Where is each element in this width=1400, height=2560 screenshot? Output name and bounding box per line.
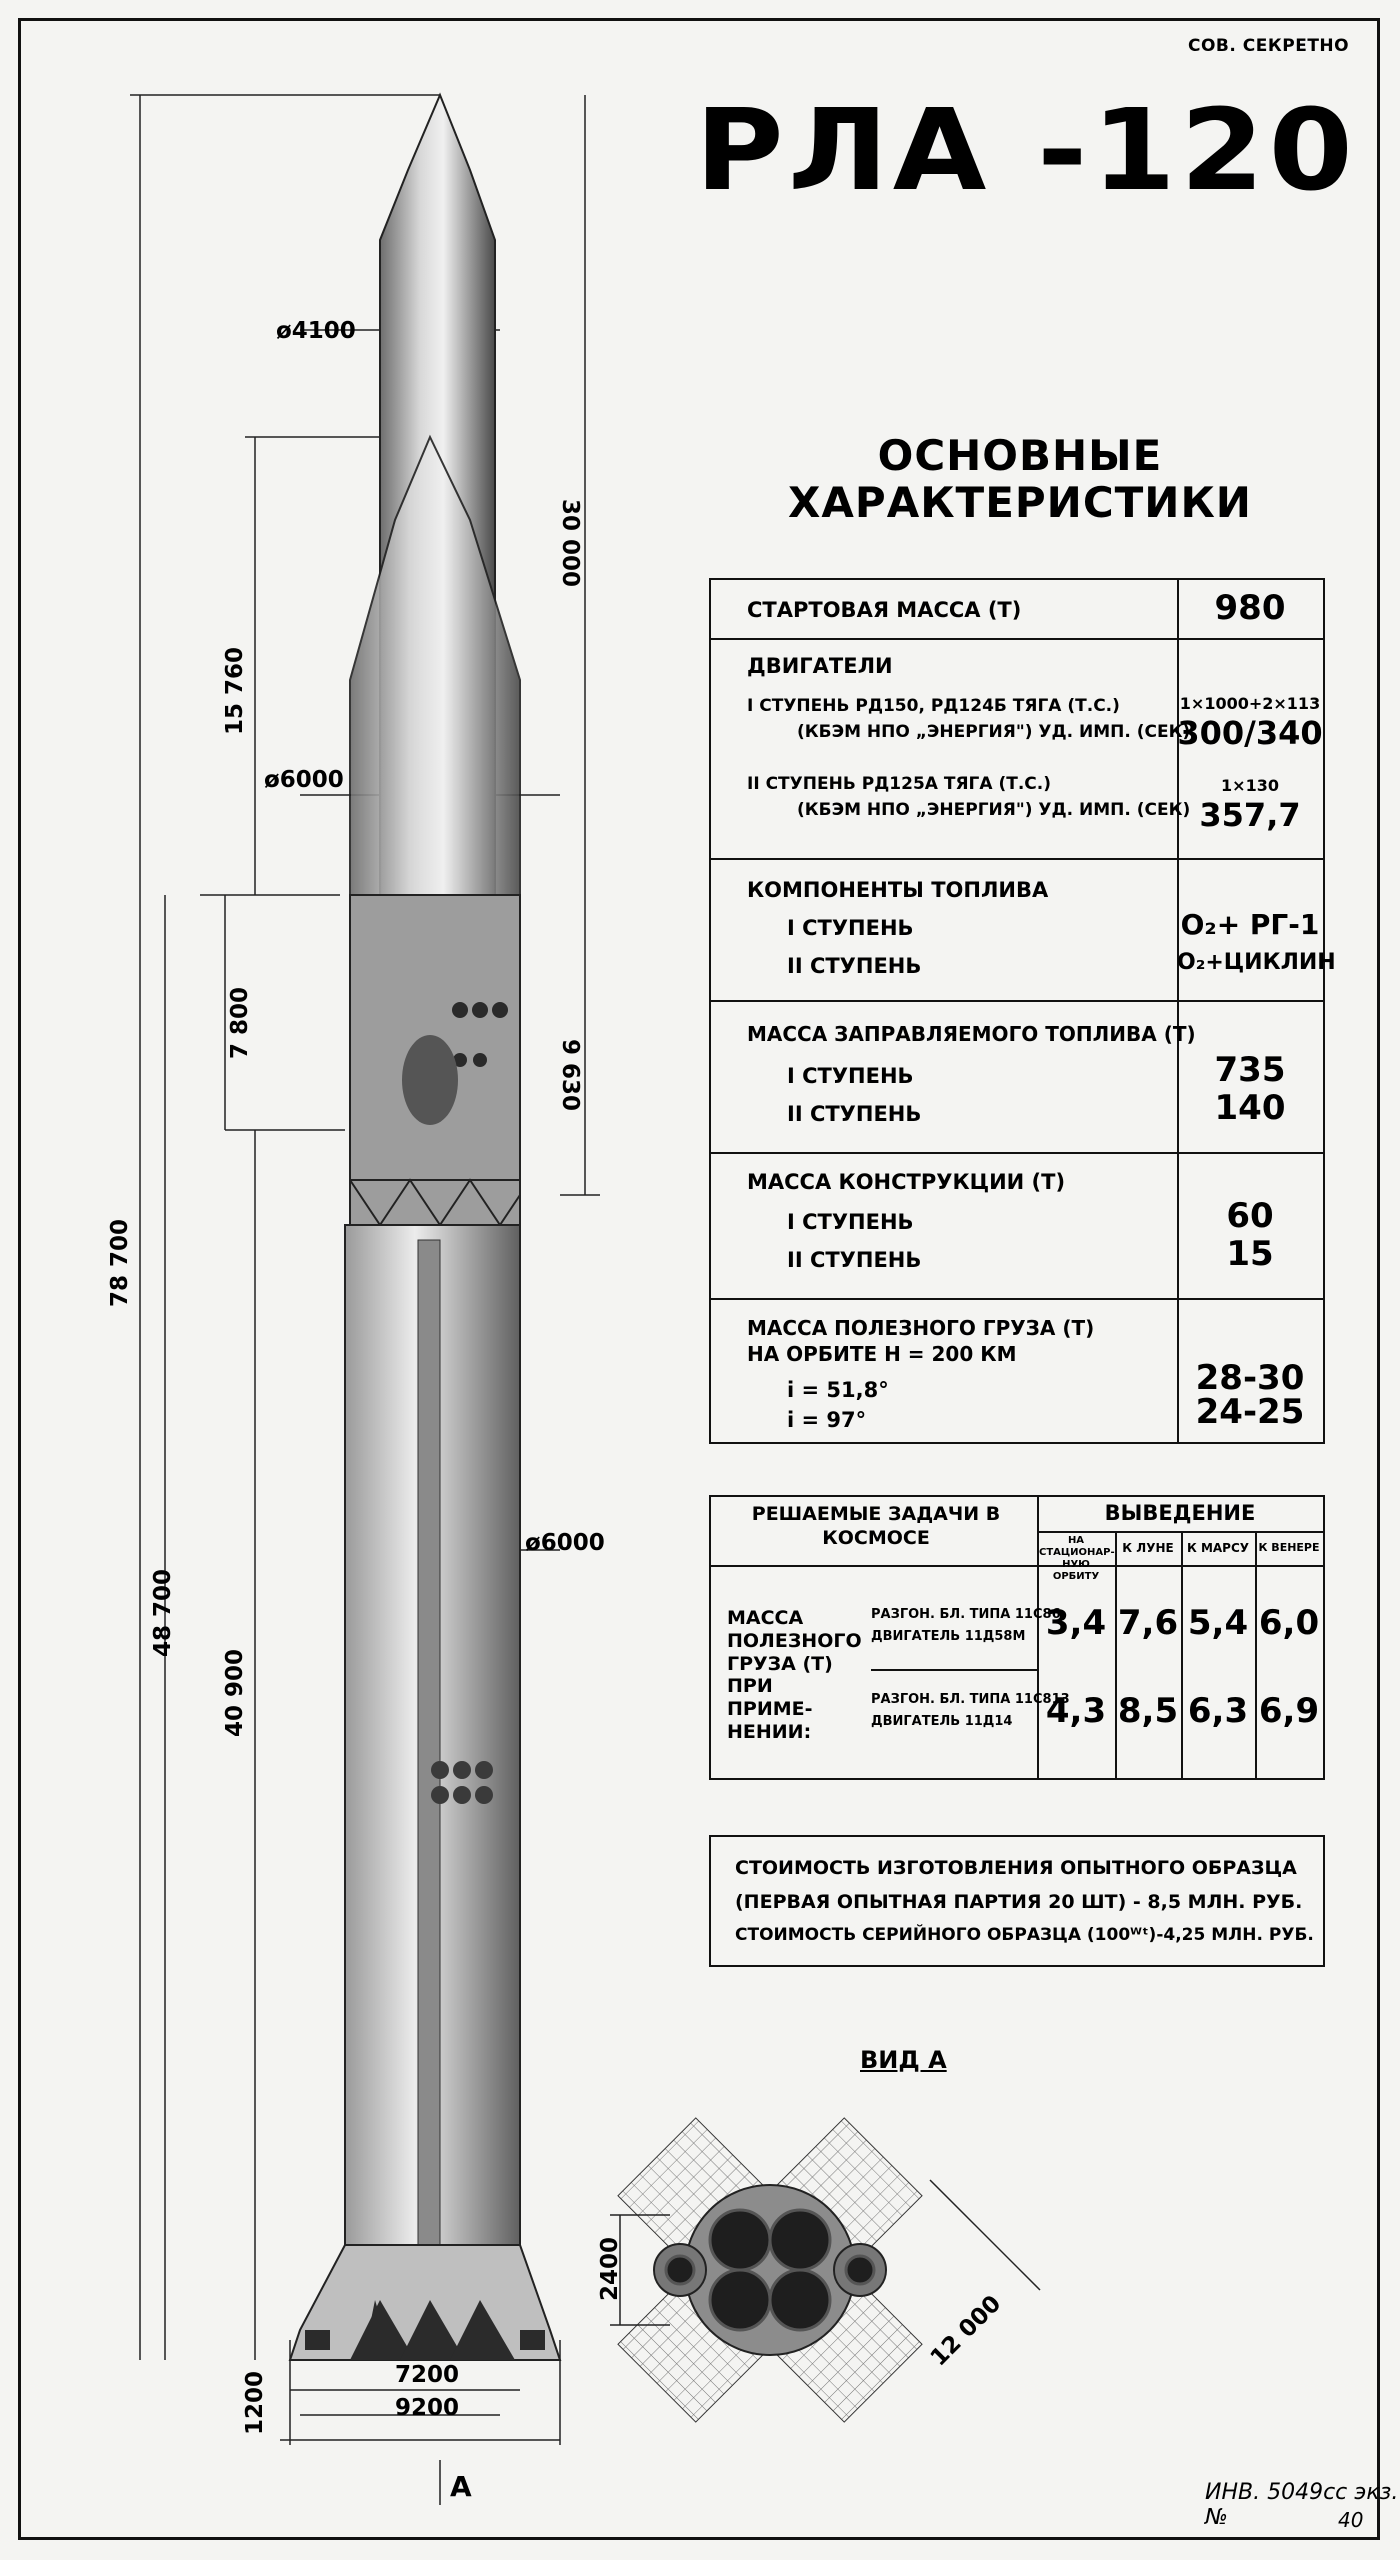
fuel-stage2-value: О₂+ЦИКЛИН — [1177, 950, 1336, 975]
structure-stage2-label: II СТУПЕНЬ — [787, 1248, 922, 1272]
row2-mars-value: 6,3 — [1187, 1691, 1249, 1731]
propellant-mass-label: МАССА ЗАПРАВЛЯЕМОГО ТОПЛИВА (Т) — [747, 1022, 1196, 1046]
inventory-number: ИНВ. 5049сс экз.№ — [1205, 2480, 1399, 2530]
length-78700-label: 78 700 — [107, 1218, 133, 1308]
structure-stage1-label: I СТУПЕНЬ — [787, 1210, 914, 1234]
stage1-isp-value: 300/340 — [1177, 714, 1323, 752]
characteristics-table — [709, 578, 1336, 1444]
col-moon: К ЛУНЕ — [1122, 1541, 1174, 1555]
cost-line-3: СТОИМОСТЬ СЕРИЙНОГО ОБРАЗЦА (100ᵂᵗ)-4,25 МЛН. РУБ. — [735, 1925, 1314, 1945]
width-7200-label: 7200 — [395, 2362, 460, 2388]
col-venus: К ВЕНЕРЕ — [1258, 1541, 1320, 1554]
diameter-6000-upper-label: ø6000 — [264, 767, 344, 793]
structure-mass-label: МАССА КОНСТРУКЦИИ (Т) — [747, 1170, 1066, 1194]
tasks-header: РЕШАЕМЫЕ ЗАДАЧИ В КОСМОСЕ — [751, 1503, 1001, 1549]
view-12000-label: 12 000 — [925, 2290, 1007, 2372]
row2-moon-value: 8,5 — [1117, 1691, 1179, 1731]
stage2-isp-value: 357,7 — [1199, 796, 1301, 834]
length-9630-label: 9 630 — [557, 1038, 583, 1112]
col-geo-orbit: НА СТАЦИОНАР-НУЮ ОРБИТУ — [1039, 1535, 1115, 1582]
propellant-stage1-label: I СТУПЕНЬ — [787, 1064, 914, 1088]
missions-table — [709, 1495, 1325, 1780]
structure-stage1-value: 60 — [1226, 1196, 1274, 1236]
fuel-stage1-label: I СТУПЕНЬ — [787, 916, 914, 940]
length-1200-label: 1200 — [242, 2370, 268, 2435]
stage-cross-section — [685, 2185, 855, 2355]
row1-geo-value: 3,4 — [1045, 1603, 1107, 1643]
view-a-title: ВИД А — [860, 2046, 947, 2074]
subtitle-line-1: ОСНОВНЫЕ — [877, 431, 1163, 480]
characteristics-heading — [760, 432, 1280, 526]
cost-line-2: (ПЕРВАЯ ОПЫТНАЯ ПАРТИЯ 20 ШТ) - 8,5 МЛН. РУБ. — [735, 1891, 1303, 1913]
stage2-engine-sub: (КБЭМ НПО „ЭНЕРГИЯ") УД. ИМП. (СЕК) — [797, 800, 1191, 820]
row1-venus-value: 6,0 — [1258, 1603, 1320, 1643]
fuel-components-label: КОМПОНЕНТЫ ТОПЛИВА — [747, 878, 1049, 902]
copy-number: 40 — [1338, 2508, 1364, 2532]
launch-header: ВЫВЕДЕНИЕ — [1104, 1501, 1256, 1525]
propellant-stage1-value: 735 — [1214, 1050, 1286, 1090]
stage2-thrust-value: 1×130 — [1221, 776, 1279, 795]
structure-stage2-value: 15 — [1226, 1234, 1274, 1274]
launch-mass-value: 980 — [1214, 588, 1286, 628]
length-30000-label: 30 000 — [557, 498, 583, 588]
subtitle-line-2: ХАРАКТЕРИСТИКИ — [788, 478, 1252, 528]
view-2400-label: 2400 — [597, 2236, 623, 2301]
stage1-engine-label: I СТУПЕНЬ РД150, РД124Б ТЯГА (Т.С.) — [747, 696, 1120, 716]
cost-line-1: СТОИМОСТЬ ИЗГОТОВЛЕНИЯ ОПЫТНОГО ОБРАЗЦА — [735, 1857, 1297, 1879]
diameter-4100-label: ø4100 — [276, 318, 356, 344]
length-15760-label: 15 760 — [222, 646, 248, 735]
row1-engine: ДВИГАТЕЛЬ 11Д58М — [871, 1629, 1026, 1644]
row2-geo-value: 4,3 — [1045, 1691, 1107, 1731]
row1-moon-value: 7,6 — [1117, 1603, 1179, 1643]
row1-block: РАЗГОН. БЛ. ТИПА 11С86 — [871, 1607, 1061, 1622]
payload-incl2-value: 24-25 — [1195, 1392, 1305, 1432]
engines-label: ДВИГАТЕЛИ — [747, 654, 893, 678]
length-7800-label: 7 800 — [227, 986, 253, 1060]
diameter-6000-lower-label: ø6000 — [525, 1530, 605, 1556]
fuel-stage2-label: II СТУПЕНЬ — [787, 954, 922, 978]
launch-mass-label: СТАРТОВАЯ МАССА (Т) — [747, 598, 1022, 622]
row2-engine: ДВИГАТЕЛЬ 11Д14 — [871, 1714, 1013, 1729]
payload-mass-label: МАССА ПОЛЕЗНОГО ГРУЗА (Т) — [747, 1316, 1095, 1340]
row2-venus-value: 6,9 — [1258, 1691, 1320, 1731]
page-title: РЛА -120 — [695, 86, 1358, 216]
payload-incl2-label: i = 97° — [787, 1408, 867, 1432]
row1-mars-value: 5,4 — [1187, 1603, 1249, 1643]
payload-incl1-label: i = 51,8° — [787, 1378, 889, 1402]
stage1-engine-sub: (КБЭМ НПО „ЭНЕРГИЯ") УД. ИМП. (СЕК) — [797, 722, 1191, 742]
payload-usage-label: МАССА ПОЛЕЗНОГО ГРУЗА (Т) ПРИ ПРИМЕ-НЕНИИ: — [727, 1607, 862, 1743]
row2-block: РАЗГОН. БЛ. ТИПА 11С813 — [871, 1692, 1070, 1707]
view-a-arrow-label: А — [450, 2470, 472, 2503]
fuel-stage1-value: О₂+ РГ-1 — [1180, 908, 1320, 941]
payload-incl1-value: 28-30 — [1195, 1358, 1305, 1398]
length-40900-label: 40 900 — [222, 1648, 248, 1738]
secrecy-stamp: СОВ. СЕКРЕТНО — [1188, 36, 1350, 56]
stage2-engine-label: II СТУПЕНЬ РД125А ТЯГА (Т.С.) — [747, 774, 1051, 794]
col-mars: К МАРСУ — [1186, 1541, 1250, 1555]
propellant-stage2-value: 140 — [1214, 1088, 1286, 1128]
propellant-stage2-label: II СТУПЕНЬ — [787, 1102, 922, 1126]
stage1-thrust-value: 1×1000+2×113 — [1179, 694, 1321, 713]
cost-box — [709, 1835, 1325, 1967]
width-9200-label: 9200 — [395, 2395, 460, 2421]
view-a-drawing — [600, 2100, 1060, 2440]
payload-orbit-label: НА ОРБИТЕ H = 200 КМ — [747, 1342, 1017, 1366]
length-48700-label: 48 700 — [150, 1568, 176, 1658]
